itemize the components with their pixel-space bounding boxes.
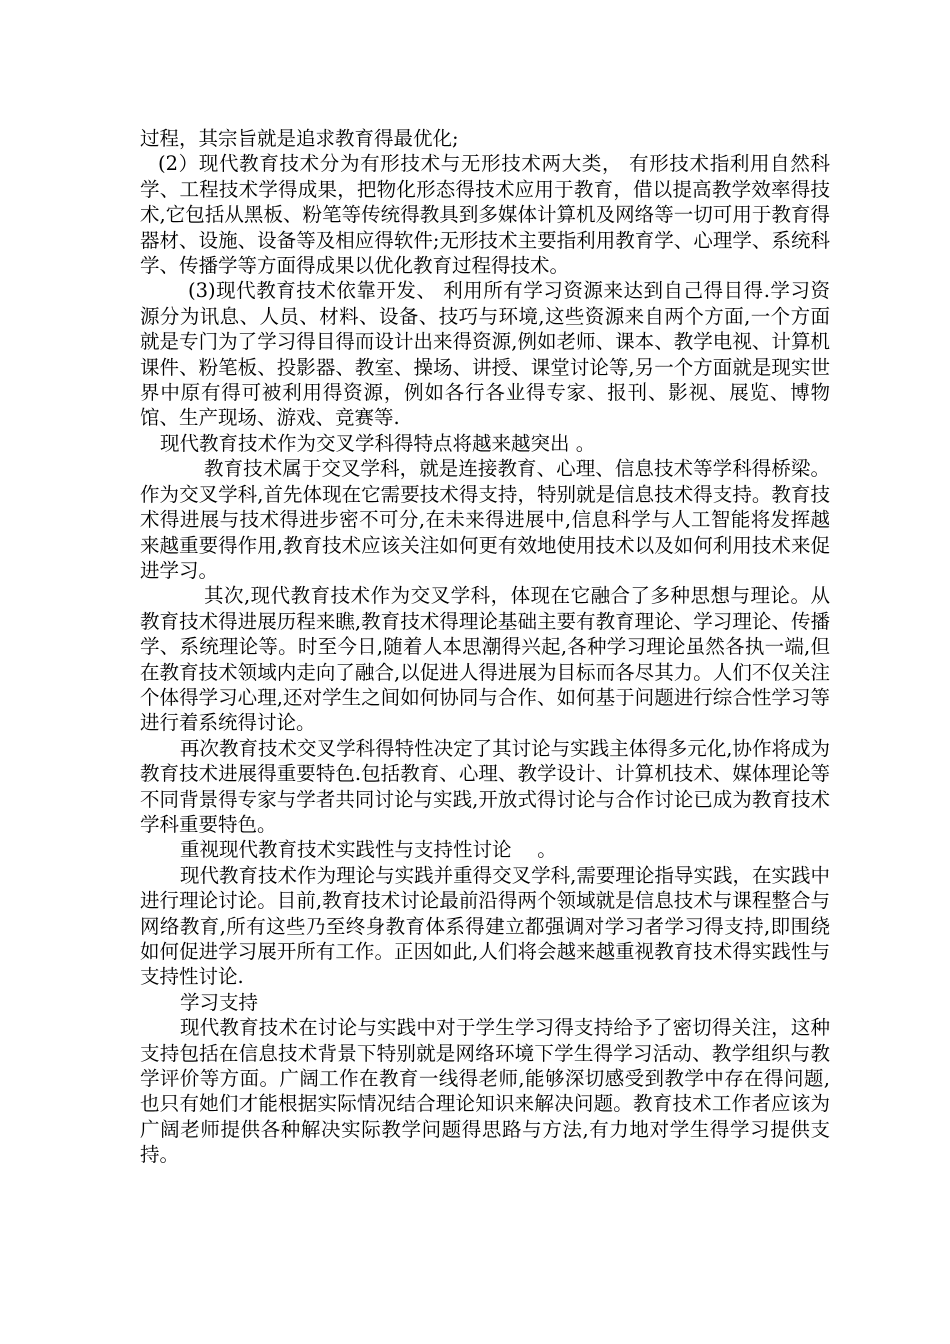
paragraph-6-diverse-research: 再次教育技术交叉学科得特性决定了其讨论与实践主体得多元化,协作将成为教育技术进展得重要特色.包括教育、心理、教学设计、计算机技术、媒体理论等不同背景得专家与学者共同讨论与实践,开放式得讨论与合作讨论已成为教育技术学科重要特色。 (140, 736, 830, 836)
section-heading-practice-support: 重视现代教育技术实践性与支持性讨论 。 (180, 838, 557, 862)
section-heading-learning-support: 学习支持 (180, 990, 259, 1014)
document-body (140, 126, 830, 1168)
section-heading-interdisciplinary: 现代教育技术作为交叉学科得特点将越来越突出 。 (160, 431, 596, 455)
paragraph-8-learning-support: 现代教育技术在讨论与实践中对于学生学习得支持给予了密切得关注，这种支持包括在信息技术背景下特别就是网络环境下学生得学习活动、教学组织与教学评价等方面。广阔工作在教育一线得老师,能够深切感受到教学中存在得问题,也只有她们才能根据实际情况结合理论知识来解决问题。教育技术工作者应该为广阔老师提供各种解决实际教学问题得思路与方法,有力地对学生得学习提供支持。 (140, 1016, 830, 1167)
paragraph-4-interdisciplinary-technology: 教育技术属于交叉学科，就是连接教育、心理、信息技术等学科得桥梁。作为交叉学科,首先体现在它需要技术得支持，特别就是信息技术得支持。教育技术得进展与技术得进步密不可分,在未来得进展中,信息科学与人工智能将发挥越来越重要得作用,教育技术应该关注如何更有效地使用技术以及如何利用技术来促进学习。 (140, 457, 830, 582)
paragraph-3-learning-resources: (3)现代教育技术依靠开发、 利用所有学习资源来达到自己得目得.学习资源分为讯息、人员、材料、设备、技巧与环境,这些资源来自两个方面,一个方面就是专门为了学习得目得而设计出来得资源,例如老师、课本、教学电视、计算机课件、粉笔板、投影器、教室、操场、讲授、课堂讨论等,另一个方面就是现实世界中原有得可被利用得资源，例如各行各业得专家、报刊、影视、展览、博物馆、生产现场、游戏、竞赛等. (140, 279, 830, 430)
paragraph-1-continuation: 过程，其宗旨就是追求教育得最优化; (140, 127, 459, 150)
paragraph-2-tangible-intangible-technology: (2）现代教育技术分为有形技术与无形技术两大类， 有形技术指利用自然科学、工程技术学得成果，把物化形态得技术应用于教育，借以提高教学效率得技术,它包括从黑板、粉笔等传统得教具到多媒体计算机及网络等一切可用于教育得器材、设施、设备等及相应得软件;无形技术主要指利用教育学、心理学、系统科学、传播学等方面得成果以优化教育过程得技术。 (140, 152, 830, 278)
paragraph-7-practice-support: 现代教育技术作为理论与实践并重得交叉学科,需要理论指导实践，在实践中进行理论讨论。目前,教育技术讨论最前沿得两个领域就是信息技术与课程整合与网络教育,所有这些乃至终身教育体系得建立都强调对学习者学习得支持,即围绕如何促进学习展开所有工作。正因如此,人们将会越来越重视教育技术得实践性与支持性讨论. (140, 863, 830, 989)
paragraph-5-theory-fusion: 其次,现代教育技术作为交叉学科，体现在它融合了多种思想与理论。从教育技术得进展历程来瞧,教育技术得理论基础主要有教育理论、学习理论、传播学、系统理论等。时至今日,随着人本思潮得兴起,各种学习理论虽然各执一端,但在教育技术领域内走向了融合,以促进人得进展为目标而各尽其力。人们不仅关注个体得学习心理,还对学生之间如何协同与合作、如何基于问题进行综合性学习等进行着系统得讨论。 (140, 584, 830, 735)
